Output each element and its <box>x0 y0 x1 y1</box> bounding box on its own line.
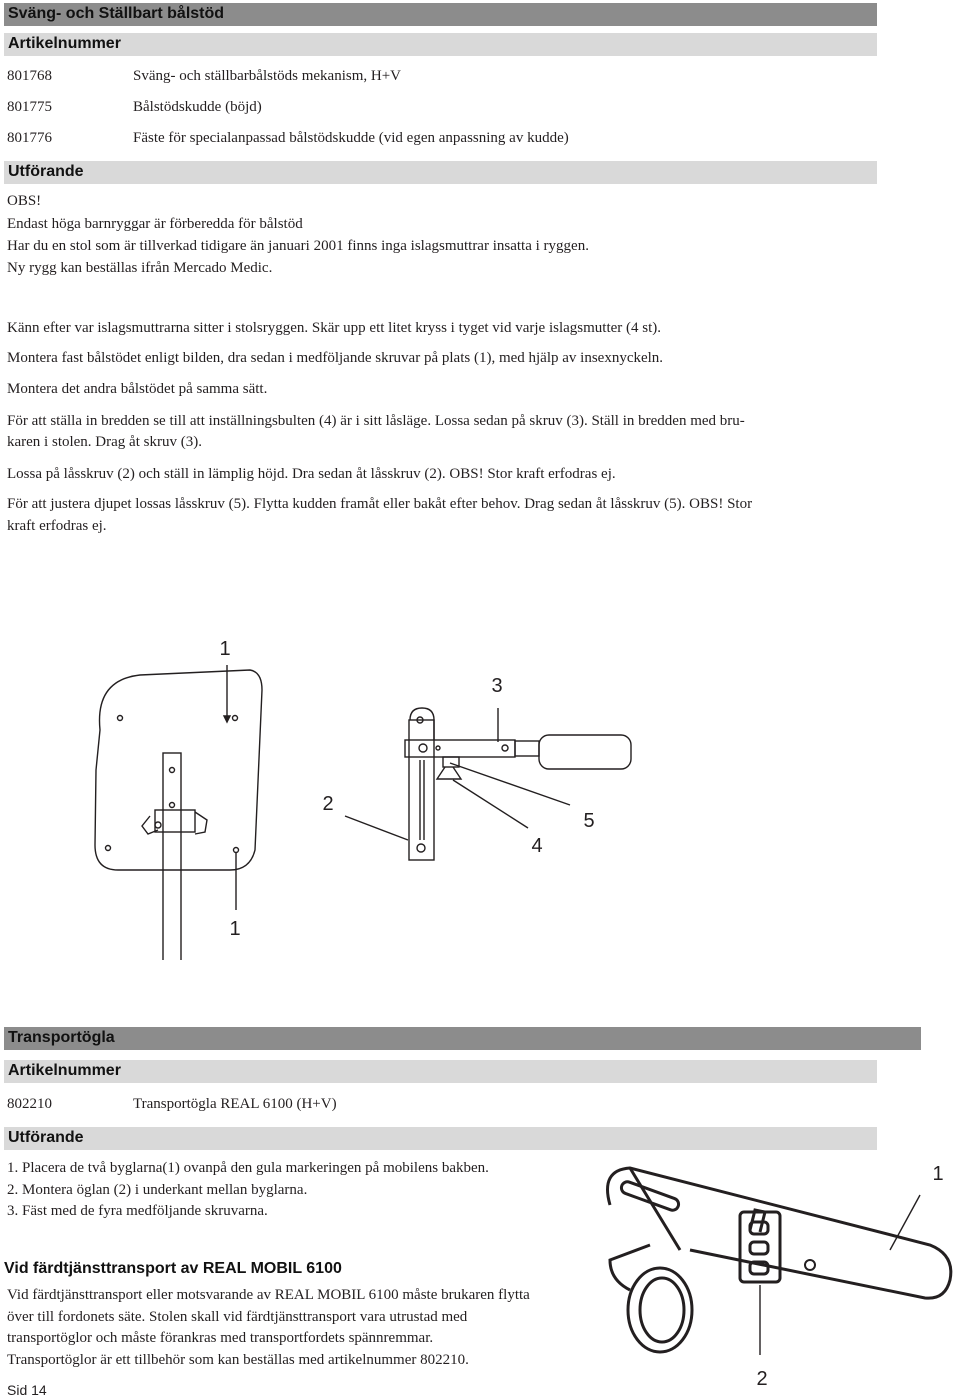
callout-label: 3 <box>491 675 503 697</box>
note-line: Ny rygg kan beställas ifrån Mercado Medic. <box>7 260 273 276</box>
section-title: Sväng- och Ställbart bålstöd <box>8 5 225 22</box>
trunk-support-diagram <box>0 620 960 960</box>
callout-label: 4 <box>531 835 543 857</box>
instruction-line: För att ställa in bredden se till att inställningsbulten (4) är i sitt låsläge. Lossa sedan på skruv (3). Ställ in bredden med bru- <box>7 413 745 429</box>
step-line: 1. Placera de två byglarna(1) ovanpå den gula markeringen på mobilens bakben. <box>7 1160 489 1176</box>
transport-line: över till fordonets säte. Stolen skall vid färdtjänsttransport vara utrustad med <box>7 1309 468 1325</box>
instruction-line: Montera det andra bålstödet på samma sätt. <box>7 381 268 397</box>
transport-loop-diagram <box>590 1150 960 1399</box>
callout-label: 1 <box>219 638 231 660</box>
note-line: Endast höga barnryggar är förberedda för bålstöd <box>7 216 303 232</box>
article-desc: Bålstödskudde (böjd) <box>133 99 262 115</box>
article-desc: Fäste för specialanpassad bålstödskudde (vid egen anpassning av kudde) <box>133 130 569 146</box>
article-header-bar <box>4 1060 877 1083</box>
article-header: Artikelnummer <box>8 1062 121 1079</box>
transport-line: transportöglor och måste förankras med transportfordets spännremmar. <box>7 1330 434 1346</box>
instruction-line: Lossa på låsskruv (2) och ställ in lämplig höjd. Dra sedan åt låsskruv (2). OBS! Stor kraft erfodras ej. <box>7 466 616 482</box>
instruction-line: För att justera djupet lossas låsskruv (5). Flytta kudden framåt eller bakåt efter behov. Drag sedan åt låsskruv (5). OBS! Stor <box>7 496 753 512</box>
execution-header-bar <box>4 1127 877 1150</box>
article-desc: Transportögla REAL 6100 (H+V) <box>133 1096 337 1112</box>
note-line: Har du en stol som är tillverkad tidigare än januari 2001 finns inga islagsmuttrar insatta i ryggen. <box>7 238 589 254</box>
callout-label: 2 <box>322 793 334 815</box>
callout-label: 1 <box>932 1163 944 1185</box>
transport-heading: Vid färdtjänsttransport av REAL MOBIL 6100 <box>4 1260 342 1277</box>
transport-line: Vid färdtjänsttransport eller motsvarande av REAL MOBIL 6100 måste brukaren flytta <box>7 1287 530 1303</box>
obs-label: OBS! <box>7 193 42 209</box>
article-desc: Sväng- och ställbarbålstöds mekanism, H+V <box>133 68 402 84</box>
instruction-line: Montera fast bålstödet enligt bilden, dra sedan i medföljande skruvar på plats (1), med hjälp av insexnyckeln. <box>7 350 664 366</box>
callout-label: 2 <box>756 1368 768 1390</box>
article-code: 802210 <box>7 1096 52 1112</box>
article-code: 801768 <box>7 68 52 84</box>
transport-line: Transportöglor är ett tillbehör som kan beställas med artikelnummer 802210. <box>7 1352 469 1368</box>
section-title-bar <box>4 3 877 26</box>
section-title: Transportögla <box>8 1029 115 1046</box>
instruction-line: Känn efter var islagsmuttrarna sitter i stolsryggen. Skär upp ett litet kryss i tyget vid varje islagsmutter (4 st). <box>7 320 662 336</box>
article-code: 801775 <box>7 99 52 115</box>
execution-header: Utförande <box>8 163 84 180</box>
callout-label: 5 <box>583 810 595 832</box>
step-line: 3. Fäst med de fyra medföljande skruvarna. <box>7 1203 268 1219</box>
step-line: 2. Montera öglan (2) i underkant mellan byglarna. <box>7 1182 308 1198</box>
page-number: Sid 14 <box>7 1382 47 1398</box>
section-title-bar <box>4 1027 921 1050</box>
instruction-line: karen i stolen. Drag åt skruv (3). <box>7 434 202 450</box>
instruction-line: kraft erfodras ej. <box>7 518 107 534</box>
article-header-bar <box>4 33 877 56</box>
backrest-outline <box>95 670 262 870</box>
article-code: 801776 <box>7 130 52 146</box>
execution-header-bar <box>4 161 877 184</box>
execution-header: Utförande <box>8 1129 84 1146</box>
article-header: Artikelnummer <box>8 35 121 52</box>
callout-label: 1 <box>229 918 241 940</box>
